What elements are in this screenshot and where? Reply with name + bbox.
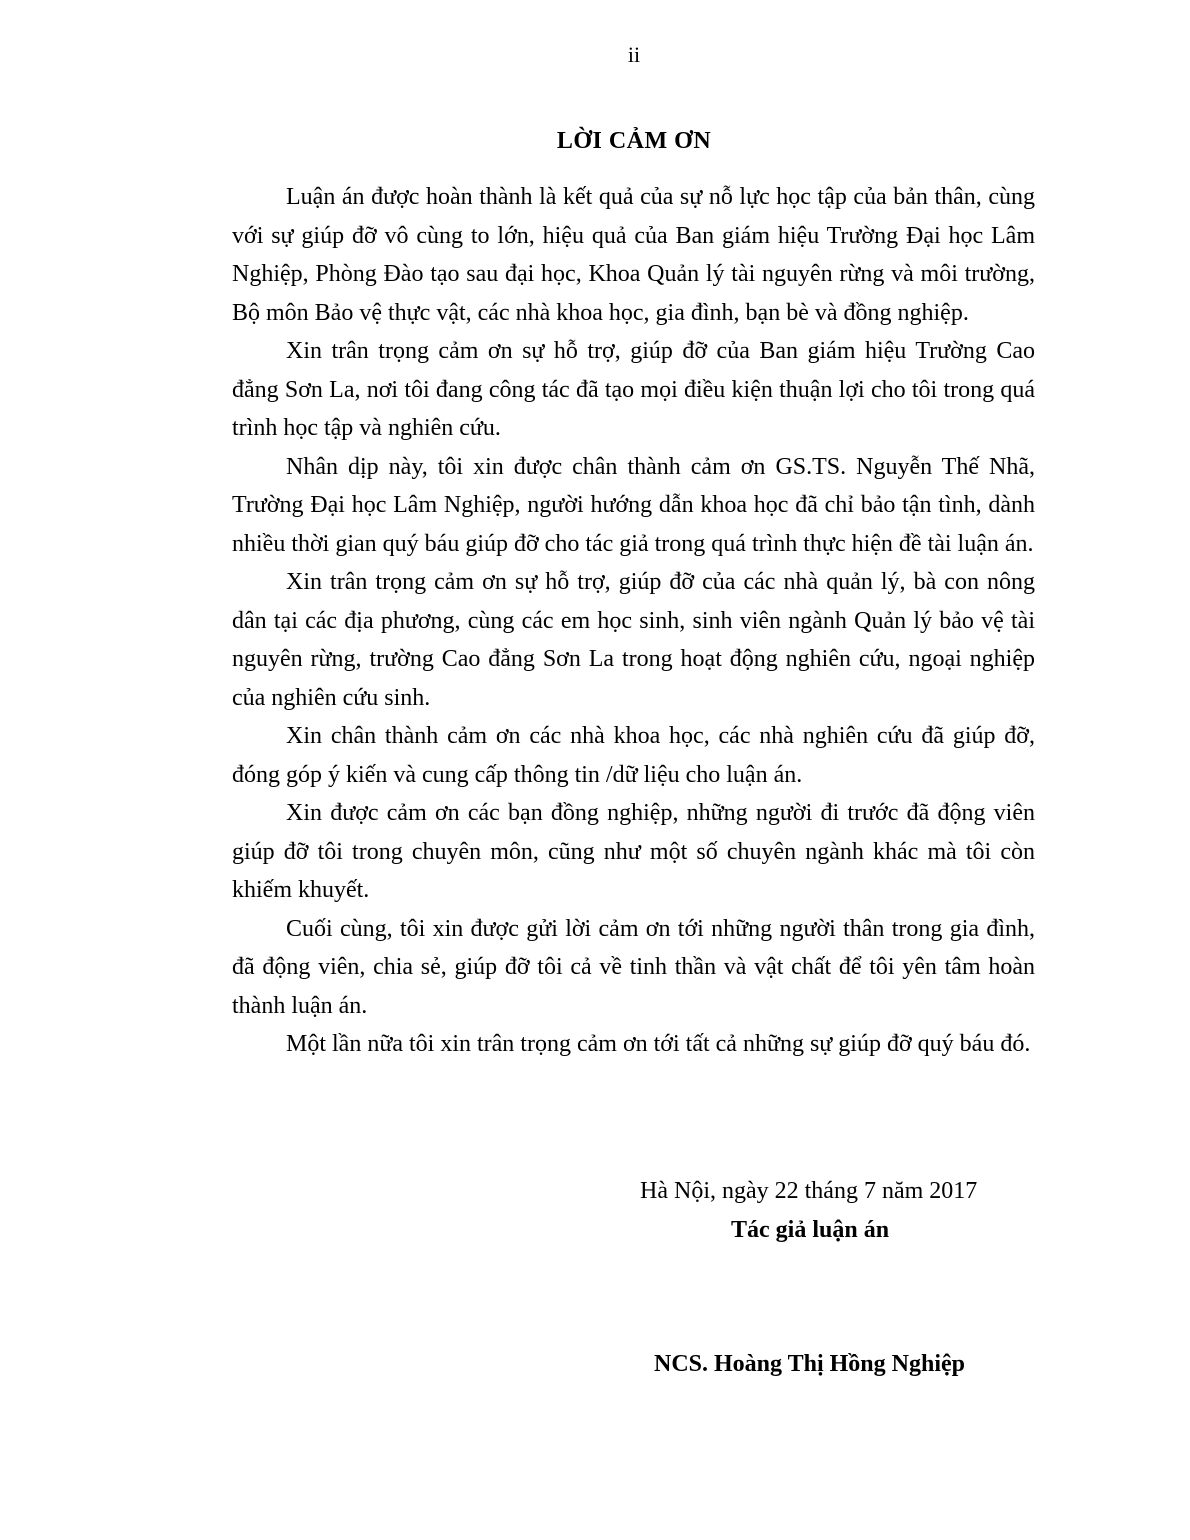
- paragraph-4: Xin trân trọng cảm ơn sự hỗ trợ, giúp đỡ của các nhà quản lý, bà con nông dân tại các địa phương, cùng các em học sinh, sinh viên ngành Quản lý bảo vệ tài nguyên rừng, trường Cao đẳng Sơn La trong hoạt động nghiên cứu, ngoại nghiệp của nghiên cứu sinh.: [232, 569, 1035, 711]
- signature-name: NCS. Hoàng Thị Hồng Nghiệp: [654, 1351, 965, 1377]
- page-number: ii: [627, 42, 641, 67]
- paragraph-6: Xin được cảm ơn các bạn đồng nghiệp, những người đi trước đã động viên giúp đỡ tôi trong chuyên môn, cũng như một số chuyên ngành khác mà tôi còn khiếm khuyết.: [232, 800, 1035, 903]
- paragraph-5: Xin chân thành cảm ơn các nhà khoa học, các nhà nghiên cứu đã giúp đỡ, đóng góp ý kiến và cung cấp thông tin /dữ liệu cho luận án.: [232, 723, 1035, 788]
- signature-role: Tác giả luận án: [731, 1217, 890, 1243]
- paragraph-3: Nhân dịp này, tôi xin được chân thành cảm ơn GS.TS. Nguyễn Thế Nhã, Trường Đại học Lâm Nghiệp, người hướng dẫn khoa học đã chỉ bảo tận tình, dành nhiều thời gian quý báu giúp đỡ cho tác giả trong quá trình thực hiện đề tài luận án.: [232, 453, 1035, 557]
- paragraph-1: Luận án được hoàn thành là kết quả của sự nỗ lực học tập của bản thân, cùng với sự giúp đỡ vô cùng to lớn, hiệu quả của Ban giám hiệu Trường Đại học Lâm Nghiệp, Phòng Đào tạo sau đại học, Khoa Quản lý tài nguyên rừng và môi trường, Bộ môn Bảo vệ thực vật, các nhà khoa học, gia đình, bạn bè và đồng nghiệp.: [232, 184, 1035, 326]
- page-title: LỜI CẢM ƠN: [556, 128, 712, 154]
- acknowledgement-body: [232, 178, 1035, 1064]
- paragraph-7: Cuối cùng, tôi xin được gửi lời cảm ơn tới những người thân trong gia đình, đã động viên, chia sẻ, giúp đỡ tôi cả về tinh thần và vật chất để tôi yên tâm hoàn thành luận án.: [232, 915, 1035, 1019]
- paragraph-8: Một lần nữa tôi xin trân trọng cảm ơn tới tất cả những sự giúp đỡ quý báu đó.: [286, 1031, 1031, 1057]
- signature-date: Hà Nội, ngày 22 tháng 7 năm 2017: [640, 1178, 978, 1204]
- paragraph-2: Xin trân trọng cảm ơn sự hỗ trợ, giúp đỡ của Ban giám hiệu Trường Cao đẳng Sơn La, nơi tôi đang công tác đã tạo mọi điều kiện thuận lợi cho tôi trong quá trình học tập và nghiên cứu.: [232, 338, 1035, 441]
